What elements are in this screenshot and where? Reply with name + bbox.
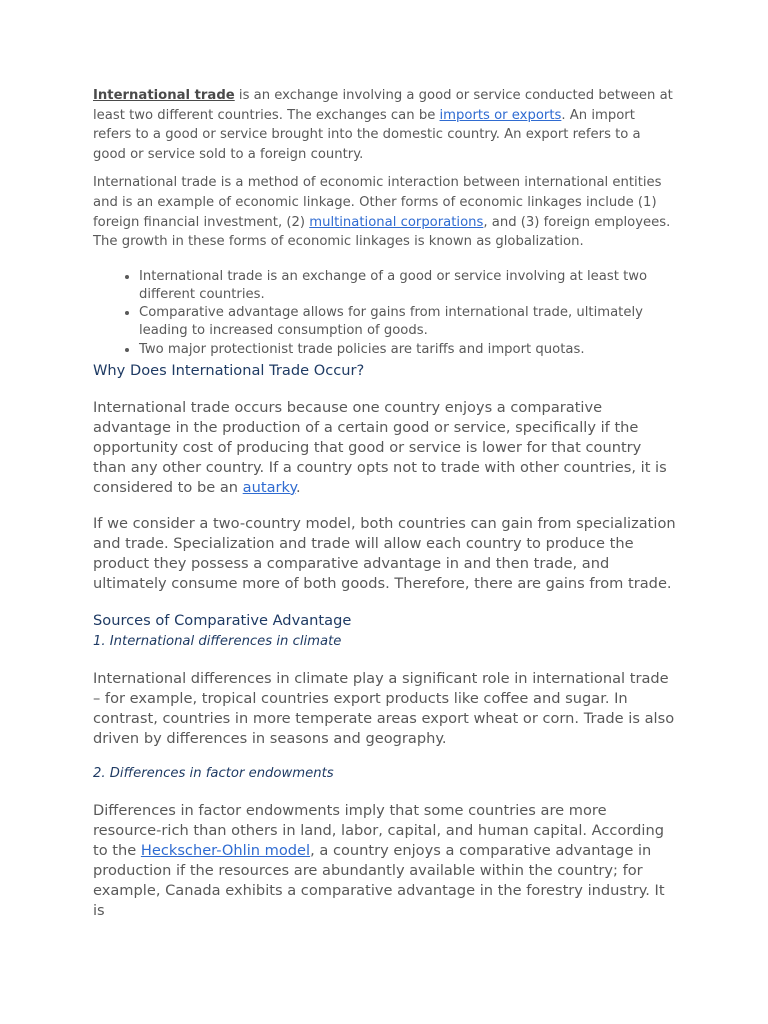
why-p1-text: International trade occurs because one country enjoys a comparative advantage in the production of a certain good or service, specifically if the opportunity cost of producing that good or service is lower for that country than any other country. If a country opts not to trade with other countries, it is considered to be an [93, 398, 667, 496]
comparative-advantage-paragraph [93, 398, 677, 498]
multinational-corporations-link[interactable]: multinational corporations [309, 214, 484, 230]
term-international-trade: International trade [93, 88, 235, 103]
heading-sources-comparative-advantage: Sources of Comparative Advantage [93, 611, 352, 629]
factor-endowments-paragraph [93, 801, 677, 921]
list-item: • Two major protectionist trade policies are tariffs and import quotas. [139, 341, 677, 359]
factor-text-a: Differences in factor endowments imply that some countries are more resource-rich than others in land, labor, capital, and human capital. According to the [93, 801, 664, 859]
article-body [93, 86, 677, 921]
heading-why-trade-occurs: Why Does International Trade Occur? [93, 361, 365, 379]
climate-paragraph: International differences in climate play a significant role in international trade – for example, tropical countries export products like coffee and sugar. In contrast, countries in more temperate areas export wheat or corn. Trade is also driven by differences in seasons and geography. [93, 669, 675, 747]
two-country-model-paragraph: If we consider a two-country model, both countries can gain from specialization and trade. Specialization and trade will allow each country to produce the product they possess a comparative advantage in and then trade, and ultimately consume more of both goods. Therefore, there are gains from trade. [93, 514, 676, 592]
why-p1-end: . [296, 478, 301, 496]
intro-text-a: is an exchange involving a good or service conducted between at least two different countries. The exchanges can be [93, 88, 673, 123]
subheading-factor-endowments: 2. Differences in factor endowments [93, 765, 334, 781]
intro-text-b: . An import refers to a good or service brought into the domestic country. An export refers to a good or service sold to a foreign country. [93, 107, 641, 162]
subheading-climate: 1. International differences in climate [93, 633, 342, 649]
autarky-link[interactable]: autarky [242, 478, 297, 496]
heckscher-ohlin-link[interactable]: Heckscher-Ohlin model [140, 841, 311, 859]
list-item: • Comparative advantage allows for gains from international trade, ultimately leading to increased consumption of goods. [139, 304, 677, 340]
imports-exports-link[interactable]: imports or exports [439, 107, 562, 123]
economic-linkage-paragraph [93, 173, 677, 251]
factor-text-b: , a country enjoys a comparative advantage in production if the resources are abundantly available within the country; for example, Canada exhibits a comparative advantage in the forestry industry. It is [93, 841, 665, 919]
intro-paragraph [93, 86, 677, 164]
list-item: • International trade is an exchange of a good or service involving at least two different countries. [139, 268, 677, 304]
key-takeaways-list [93, 268, 677, 359]
para2-text-a: International trade is a method of economic interaction between international entities and is an example of economic linkage. Other forms of economic linkages include (1) foreign financial investment, (2) [93, 175, 662, 230]
para2-text-b: , and (3) foreign employees. The growth in these forms of economic linkages is known as globalization. [93, 214, 671, 250]
